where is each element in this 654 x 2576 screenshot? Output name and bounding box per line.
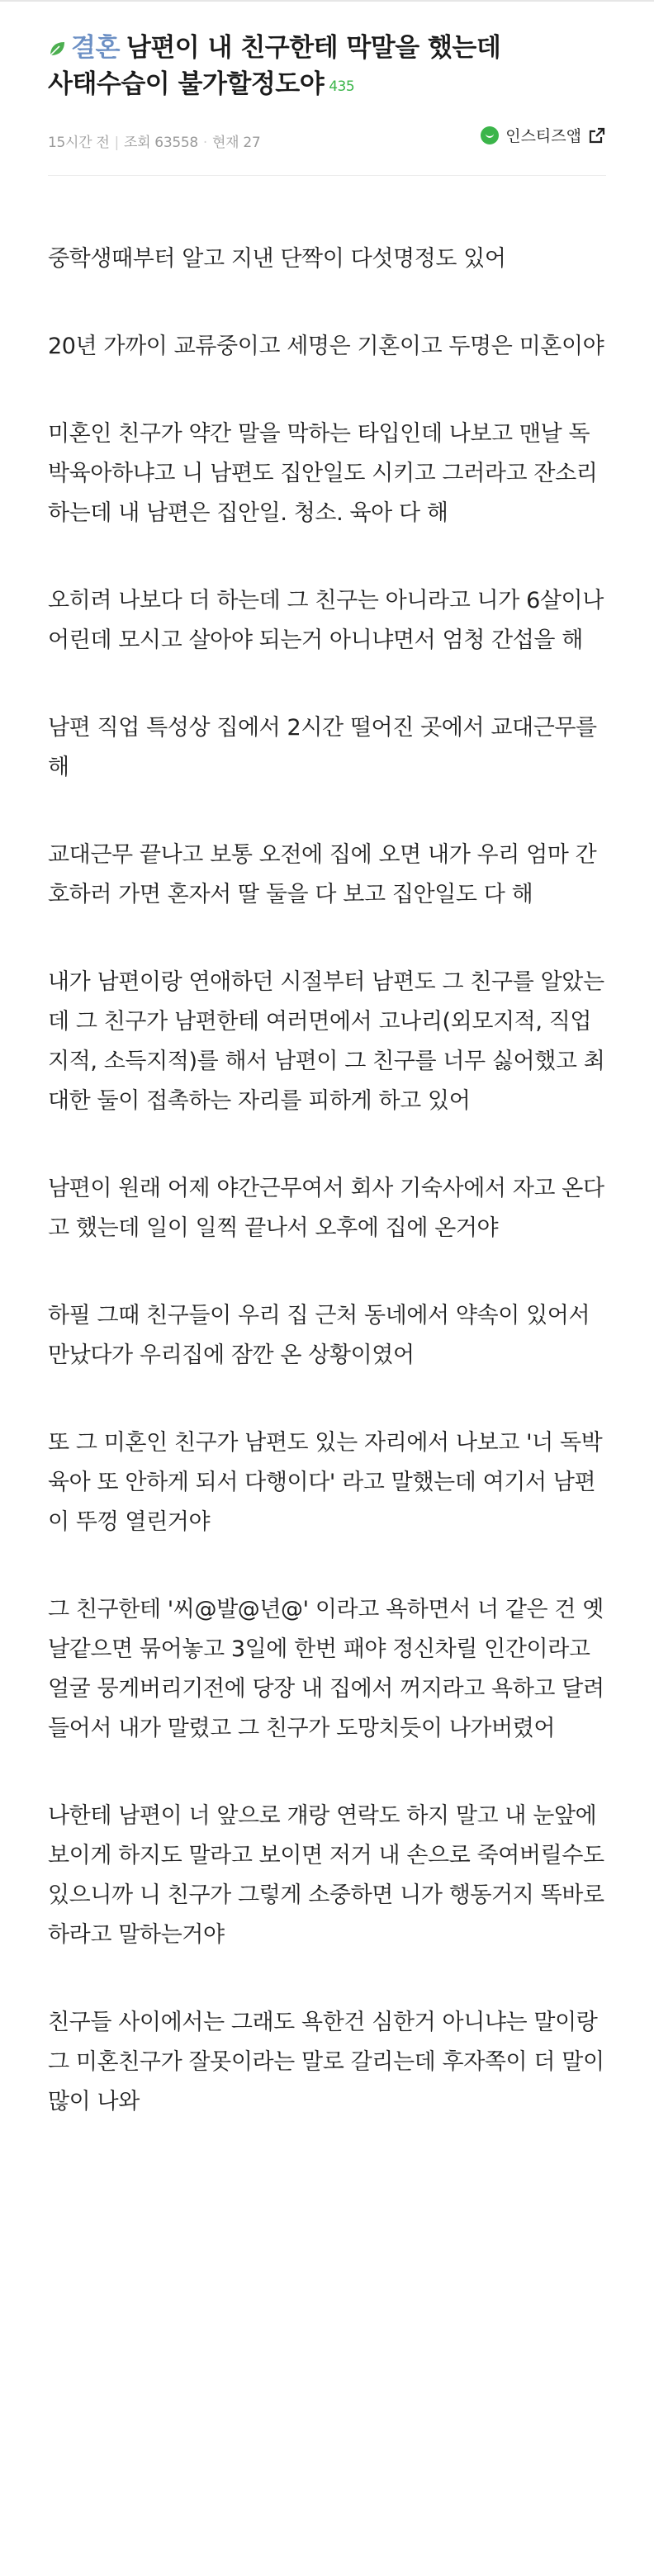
body-paragraph: 또 그 미혼인 친구가 남편도 있는 자리에서 나보고 '너 독박육아 또 안하게 되서 다행이다' 라고 말했는데 여기서 남편이 뚜껑 열린거야: [48, 1430, 603, 1535]
meta-separator: |: [114, 135, 119, 151]
body-paragraph: 중학생때부터 알고 지낸 단짝이 다섯명정도 있어: [48, 246, 506, 272]
body-paragraph: 오히려 나보다 더 하는데 그 친구는 아니라고 니가 6살이나 어린데 모시고 살아야 되는거 아니냐면서 엄청 간섭을 해: [48, 588, 604, 653]
header-divider: [48, 175, 606, 176]
comment-count[interactable]: 435: [329, 78, 355, 95]
post-views: 조회 63558: [123, 135, 198, 151]
open-app-label: 인스티즈앱: [505, 127, 581, 145]
body-paragraph: 남편 직업 특성상 집에서 2시간 떨어진 곳에서 교대근무를 해: [48, 715, 597, 780]
post-title-line: [48, 30, 618, 105]
body-paragraph: 미혼인 친구가 약간 말을 막하는 타입인데 나보고 맨날 독박육아하냐고 니 남편도 집안일도 시키고 그러라고 잔소리하는데 내 남편은 집안일. 청소. 육아 다 해: [48, 421, 598, 526]
post-time: 15시간 전: [48, 135, 110, 151]
leaf-icon: [48, 40, 66, 58]
body-paragraph: 20년 가까이 교류중이고 세명은 기혼이고 두명은 미혼이야: [48, 334, 604, 359]
post-current-viewers: 현재 27: [212, 135, 261, 151]
body-paragraph: 교대근무 끝나고 보통 오전에 집에 오면 내가 우리 엄마 간호하러 가면 혼자서 딸 둘을 다 보고 집안일도 다 해: [48, 842, 597, 907]
open-app-button[interactable]: [481, 124, 606, 146]
body-paragraph: 친구들 사이에서는 그래도 욕한건 심한거 아니냐는 말이랑 그 미혼친구가 잘못이라는 말로 갈리는데 후자쪽이 더 말이 많이 나와: [48, 2010, 604, 2114]
body-paragraph: 남편이 원래 어제 야간근무여서 회사 기숙사에서 자고 온다고 했는데 일이 일찍 끝나서 오후에 집에 온거야: [48, 1176, 604, 1241]
meta-separator: ·: [202, 135, 207, 151]
post-header: [48, 30, 618, 105]
post-meta: [48, 130, 260, 151]
body-paragraph: 내가 남편이랑 연애하던 시절부터 남편도 그 친구를 알았는데 그 친구가 남편한테 여러면에서 고나리(외모지적, 직업지적, 소득지적)를 해서 남편이 그 친구를 너무 싫어했고 최대한 둘이 접촉하는 자리를 피하게 하고 있어: [48, 969, 605, 1114]
post-body: [48, 239, 606, 2170]
instiz-logo-icon: [481, 126, 499, 144]
post-category[interactable]: 결혼: [71, 33, 120, 63]
external-link-icon: [588, 126, 606, 144]
body-paragraph: 나한테 남편이 너 앞으로 걔랑 연락도 하지 말고 내 눈앞에 보이게 하지도 말라고 보이면 저거 내 손으로 죽여버릴수도 있으니까 니 친구가 그렇게 소중하면 니가 행동거지 똑바로 하라고 말하는거야: [48, 1803, 604, 1948]
post-title: 남편이 내 친구한테 막말을 했는데 사태수습이 불가할정도야: [48, 33, 501, 99]
top-border: [0, 0, 654, 2]
body-paragraph: 하필 그때 친구들이 우리 집 근처 동네에서 약속이 있어서 만났다가 우리집에 잠깐 온 상황이였어: [48, 1303, 590, 1368]
body-paragraph: 그 친구한테 '씨@발@년@' 이라고 욕하면서 너 같은 건 옛날같으면 묶어놓고 3일에 한번 패야 정신차릴 인간이라고 얼굴 뭉게버리기전에 당장 내 집에서 꺼지라고 욕하고 달려들어서 내가 말렸고 그 친구가 도망치듯이 나가버렸어: [48, 1597, 604, 1741]
